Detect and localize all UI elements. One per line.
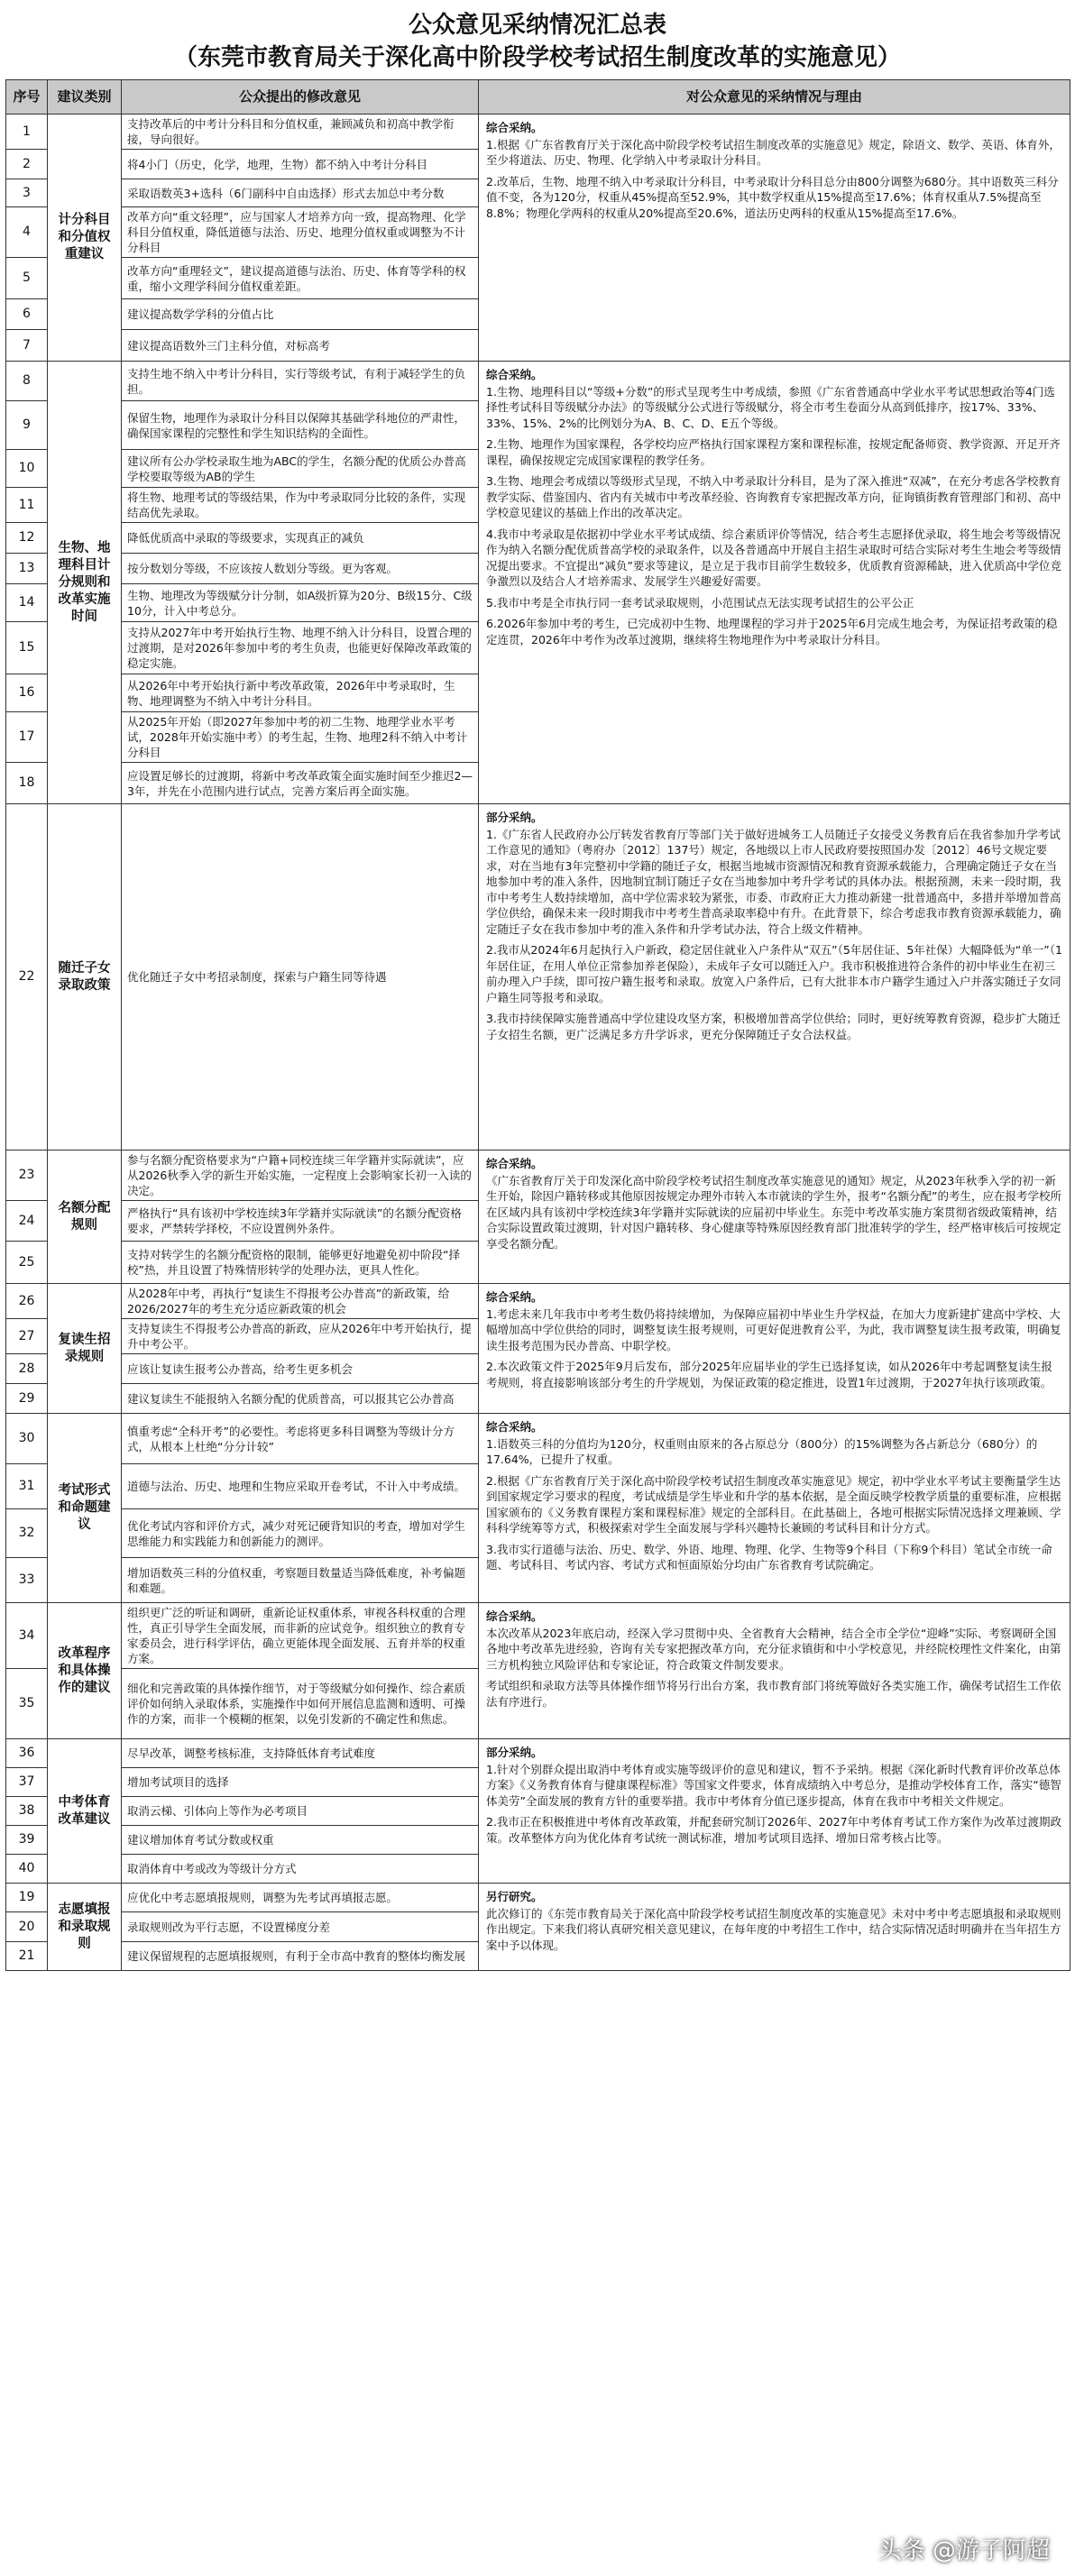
response-verdict: 另行研究。 [486, 1890, 543, 1903]
row-number: 9 [6, 401, 48, 450]
opinion-cell: 优化随迁子女中考招录制度，探索与户籍生同等待遇 [122, 804, 479, 1150]
row-number: 27 [6, 1319, 48, 1354]
response-paragraph: 2.我市正在积极推进中考体育改革政策，并配套研究制订2026年、2027年中考体育考试工作方案作为改革过渡期政策。改革整体方向为优化体育考试统一测试标准，增加考试项目选择、增加日常考核占比等。 [486, 1815, 1062, 1845]
table-row [6, 362, 1070, 401]
row-number: 13 [6, 554, 48, 584]
row-number: 21 [6, 1942, 48, 1971]
response-verdict: 综合采纳。 [486, 1420, 543, 1434]
opinion-cell: 增加考试项目的选择 [122, 1768, 479, 1797]
category-cell: 改革程序和具体操作的建议 [48, 1603, 122, 1739]
response-verdict: 综合采纳。 [486, 1157, 543, 1170]
opinion-cell: 建议增加体育考试分数或权重 [122, 1826, 479, 1855]
header-no: 序号 [6, 80, 48, 115]
row-number: 19 [6, 1884, 48, 1912]
title-block [5, 5, 1070, 79]
opinion-cell: 建议复读生不能报纳入名额分配的优质普高，可以报其它公办普高 [122, 1384, 479, 1414]
response-paragraph: 1.《广东省人民政府办公厅转发省教育厅等部门关于做好进城务工人员随迁子女接受义务教育后在我省参加升学考试工作意见的通知》（粤府办〔2012〕137号）规定，各地级以上市人民政府要按照国办发〔2012〕46号文规定要求，对在当地有3年完整初中学籍的随迁子女，根据当地城市资源情况和教育资源承载能力，合理确定随迁子女在当地参加中考的准入条件，因地制宜制订随迁子女在当地参加中考升学考试的具体办法。根据预测，未来一段时期，我市中考考生人数持续增加，高中学位需求较为紧张，市委、市政府正大力推动新建一批普通高中，多措并举增加普高学位供给，确保未来一段时期我市中考考生普高录取率稳中有升。在此背景下，综合考虑我市教育资源承载能力，确定随迁子女在我市参加中考的准入条件和升学考试办法，符合上级文件精神。 [486, 827, 1061, 936]
row-number: 25 [6, 1242, 48, 1284]
category-cell: 复读生招录规则 [48, 1284, 122, 1414]
row-number: 28 [6, 1354, 48, 1384]
opinion-cell: 取消云梯、引体向上等作为必考项目 [122, 1797, 479, 1826]
table-row [6, 1739, 1070, 1768]
opinion-cell: 建议提高数学学科的分值占比 [122, 299, 479, 330]
opinion-cell: 支持生地不纳入中考计分科目，实行等级考试，有利于减轻学生的负担。 [122, 362, 479, 401]
response-paragraph: 5.我市中考是全市执行同一套考试录取规则，小范围试点无法实现考试招生的公平公正 [486, 595, 914, 610]
opinion-cell: 慎重考虑“全科开考”的必要性。考虑将更多科目调整为等级计分方式，从根本上杜绝“分分计较” [122, 1414, 479, 1464]
category-cell: 志愿填报和录取规则 [48, 1884, 122, 1971]
opinion-cell: 生物、地理改为等级赋分计分制，如A级折算为20分、B级15分、C级10分，计入中考总分。 [122, 584, 479, 622]
row-number: 30 [6, 1414, 48, 1464]
row-number: 26 [6, 1284, 48, 1319]
opinion-cell: 增加语数英三科的分值权重，考察题目数量适当降低难度，补考偏题和难题。 [122, 1558, 479, 1603]
row-number: 31 [6, 1464, 48, 1509]
response-paragraph: 2.根据《广东省教育厅关于深化高中阶段学校考试招生制度改革实施意见》规定，初中学业水平考试主要衡量学生达到国家规定学习要求的程度，考试成绩是学生毕业和升学的基本依据，是全面反映学校教学质量的重要标准，应根据国家颁布的《义务教育课程方案和课程标准》规定的全部科目。在此基础上，各地可根据实际情况选择文理兼顾、学科科学统筹等方式，积极探索对学生全面发展与学科兴趣特长兼顾的考试科目和计分方式。 [486, 1473, 1061, 1535]
table-body [6, 115, 1070, 1971]
row-number: 3 [6, 179, 48, 207]
row-number: 4 [6, 207, 48, 258]
response-paragraph: 2.改革后，生物、地理不纳入中考录取计分科目，中考录取计分科目总分由800分调整为680分。其中语数英三科分值不变，各为120分，权重从45%提高至52.9%，其中数学权重从15%提高至17.6%；体育权重从7.5%提高至8.8%；物理化学两科的权重从20%提高至20.6%，道法历史两科的权重从15%提高至17.6%。 [486, 174, 1059, 220]
response-paragraph: 2.生物、地理作为国家课程，各学校均应严格执行国家课程方案和课程标准，按规定配备师资、教学资源、开足开齐课程，确保按规定完成国家课程的教学任务。 [486, 437, 1061, 467]
response-cell [479, 115, 1070, 362]
row-number: 38 [6, 1797, 48, 1826]
row-number: 2 [6, 150, 48, 179]
row-number: 37 [6, 1768, 48, 1797]
response-verdict: 综合采纳。 [486, 121, 543, 134]
response-cell [479, 804, 1070, 1150]
response-cell [479, 1884, 1070, 1971]
response-paragraph: 考试组织和录取方法等具体操作细节将另行出台方案，我市教育部门将统筹做好各类实施工作，确保考试招生工作依法有序进行。 [486, 1679, 1061, 1709]
document-title: 公众意见采纳情况汇总表 [408, 12, 666, 39]
category-cell: 名额分配规则 [48, 1150, 122, 1284]
opinion-cell: 采取语数英3+选科（6门副科中自由选择）形式去加总中考分数 [122, 179, 479, 207]
header-opinion: 公众提出的修改意见 [122, 80, 479, 115]
row-number: 23 [6, 1150, 48, 1201]
response-paragraph: 1.考虑未来几年我市中考考生数仍将持续增加，为保障应届初中毕业生升学权益，在加大力度新建扩建高中学校、大幅增加高中学位供给的同时，调整复读生报考规则，可更好促进教育公平，为此，我市调整复读生报考政策，明确复读生报考范围为民办普高、中职学校。 [486, 1306, 1061, 1352]
table-row [6, 1603, 1070, 1669]
row-number: 7 [6, 330, 48, 362]
opinion-cell: 严格执行“具有该初中学校连续3年学籍并实际就读”的名额分配资格要求，严禁转学择校，不应设置例外条件。 [122, 1201, 479, 1242]
header-category: 建议类别 [48, 80, 122, 115]
opinion-cell: 录取规则改为平行志愿，不设置梯度分差 [122, 1912, 479, 1942]
opinion-cell: 细化和完善政策的具体操作细节，对于等级赋分如何操作、综合素质评价如何纳入录取体系，实施操作中如何开展信息监测和透明、可操作的方案，而非一个模糊的框架，以免引发新的不确定性和焦虑。 [122, 1669, 479, 1739]
row-number: 15 [6, 622, 48, 674]
table-row [6, 1150, 1070, 1201]
table-row [6, 804, 1070, 1150]
response-cell [479, 1284, 1070, 1414]
response-cell [479, 1414, 1070, 1603]
opinion-cell: 建议提高语数外三门主科分值，对标高考 [122, 330, 479, 362]
table-row [6, 1884, 1070, 1912]
opinion-cell: 将生物、地理考试的等级结果，作为中考录取同分比较的条件，实现结高优先录取。 [122, 488, 479, 523]
row-number: 36 [6, 1739, 48, 1768]
opinion-cell: 建议保留规程的志愿填报规则，有利于全市高中教育的整体均衡发展 [122, 1942, 479, 1971]
table-row [6, 115, 1070, 150]
response-paragraph: 此次修订的《东莞市教育局关于深化高中阶段学校考试招生制度改革的实施意见》未对中考中考志愿填报和录取规则作出规定。下来我们将认真研究相关意见建议，在每年度的中考招生工作中，结合实际情况适时明确并在当年招生方案中予以体现。 [486, 1906, 1061, 1952]
opinion-table [5, 79, 1070, 1971]
watermark: 头条 @游子阿超 [877, 2537, 1050, 2564]
opinion-cell: 从2025年开始（即2027年参加中考的初二生物、地理学业水平考试，2028年开始实施中考）的考生起，生物、地理2科不纳入中考计分科目 [122, 712, 479, 763]
row-number: 6 [6, 299, 48, 330]
row-number: 35 [6, 1669, 48, 1739]
response-paragraph: 3.我市持续保障实施普通高中学位建设攻坚方案，积极增加普高学位供给；同时，更好统筹教育资源，稳步扩大随迁子女招生名额，更广泛满足多方升学诉求，更充分保障随迁子女合法权益。 [486, 1012, 1061, 1041]
opinion-cell: 将4小门（历史，化学，地理，生物）都不纳入中考计分科目 [122, 150, 479, 179]
category-cell: 随迁子女录取政策 [48, 804, 122, 1150]
opinion-cell: 应优化中考志愿填报规则，调整为先考试再填报志愿。 [122, 1884, 479, 1912]
row-number: 34 [6, 1603, 48, 1669]
opinion-cell: 应设置足够长的过渡期，将新中考改革政策全面实施时间至少推迟2—3年，并先在小范围内进行试点，完善方案后再全面实施。 [122, 763, 479, 804]
table-row [6, 1284, 1070, 1319]
row-number: 12 [6, 523, 48, 554]
response-paragraph: 2.我市从2024年6月起执行入户新政，稳定居住就业入户条件从“双五”（5年居住证、5年社保）大幅降低为“单一”（1年居住证，在用人单位正常参加养老保险），未成年子女可以随迁入户。我市积极推进符合条件的初中毕业生在初三前办理入户手续，即可按户籍生报考和录取。放宽入户条件后，已有大批非本市户籍学生通过入户并落实随迁子女同户籍生同等报考和录取。 [486, 943, 1062, 1004]
row-number: 5 [6, 258, 48, 299]
document-subtitle: （东莞市教育局关于深化高中阶段学校考试招生制度改革的实施意见） [173, 44, 901, 71]
response-paragraph: 6.2026年参加中考的考生，已完成初中生物、地理课程的学习并于2025年6月完成生地会考，为保证招考政策的稳定连贯，2026年中考作为改革过渡期，继续将生物地理作为中考录取计分科目。 [486, 617, 1058, 646]
opinion-cell: 支持从2027年中考开始执行生物、地理不纳入计分科目，设置合理的过渡期，是对2026年参加中考的考生负责，也能更好保障改革政策的稳定实施。 [122, 622, 479, 674]
row-number: 1 [6, 115, 48, 150]
opinion-cell: 支持对转学生的名额分配资格的限制，能够更好地避免初中阶段“择校”热，并且设置了特殊情形转学的处理办法，更具人性化。 [122, 1242, 479, 1284]
response-paragraph: 4.我市中考录取是依据初中学业水平考试成绩、综合素质评价等情况，结合考生志愿择优录取，将生地会考等级情况作为纳入名额分配优质普高学校的录取条件，以及各普通高中开展自主招生录取时可结合实际对考生生地会考等级情况提出要求。不宜提出“减负”要求等建议，是立足于我市目前学生数较多，优质教育资源稀缺，进入优质高中学位竞争激烈以及结合人才培养需求、发展学生兴趣爱好需要。 [486, 527, 1061, 588]
response-verdict: 综合采纳。 [486, 1609, 543, 1623]
category-cell: 生物、地理科目计分规则和改革实施时间 [48, 362, 122, 804]
row-number: 40 [6, 1855, 48, 1884]
response-cell [479, 1150, 1070, 1284]
opinion-cell: 尽早改革，调整考核标准，支持降低体育考试难度 [122, 1739, 479, 1768]
response-cell [479, 362, 1070, 804]
row-number: 17 [6, 712, 48, 763]
opinion-cell: 道德与法治、历史、地理和生物应采取开卷考试，不计入中考成绩。 [122, 1464, 479, 1509]
response-paragraph: 本次改革从2023年底启动，经深入学习贯彻中央、全省教育大会精神，结合全市全学位“迎峰”实际、考察调研全国各地中考改革先进经验，咨询有关专家把握改革方向，充分征求镇街和中小学校意见，并经院校理性文件案化，由第三方机构独立风险评估和专家论证，符合政策文件制发要求。 [486, 1626, 1061, 1672]
opinion-cell: 组织更广泛的听证和调研，重新论证权重体系，审视各科权重的合理性，真正引导学生全面发展，而非新的应试竞争。组织独立的教育专家委员会，进行科学评估，确立更能体现全面发展、五育并举的权重方案。 [122, 1603, 479, 1669]
opinion-cell: 支持复读生不得报考公办普高的新政，应从2026年中考开始执行，提升中考公平。 [122, 1319, 479, 1354]
category-cell: 中考体育改革建议 [48, 1739, 122, 1884]
table-header-row [6, 80, 1070, 115]
response-verdict: 部分采纳。 [486, 811, 543, 824]
opinion-cell: 参与名额分配资格要求为“户籍+同校连续三年学籍并实际就读”，应从2026秋季入学的新生开始实施，一定程度上会影响家长初一入读的决定。 [122, 1150, 479, 1201]
row-number: 18 [6, 763, 48, 804]
response-paragraph: 3.我市实行道德与法治、历史、数学、外语、地理、物理、化学、生物等9个科目（下称9个科目）笔试全市统一命题、考试科目、考试内容、考试方式和恒面原始分均由广东省教育考试院确定。 [486, 1542, 1052, 1572]
opinion-cell: 应该让复读生报考公办普高，给考生更多机会 [122, 1354, 479, 1384]
row-number: 14 [6, 584, 48, 622]
opinion-cell: 优化考试内容和评价方式，减少对死记硬背知识的考查，增加对学生思维能力和实践能力和创新能力的测评。 [122, 1509, 479, 1558]
opinion-cell: 支持改革后的中考计分科目和分值权重，兼顾减负和初高中教学衔接，导向很好。 [122, 115, 479, 150]
response-cell [479, 1739, 1070, 1884]
row-number: 16 [6, 674, 48, 712]
row-number: 29 [6, 1384, 48, 1414]
category-cell: 计分科目和分值权重建议 [48, 115, 122, 362]
opinion-cell: 降低优质高中录取的等级要求，实现真正的减负 [122, 523, 479, 554]
category-cell: 考试形式和命题建议 [48, 1414, 122, 1603]
opinion-cell: 取消体育中考或改为等级计分方式 [122, 1855, 479, 1884]
row-number: 10 [6, 450, 48, 488]
response-paragraph: 2.本次政策文件于2025年9月后发布，部分2025年应届毕业的学生已选择复读，如从2026年中考起调整复读生报考规则，将直接影响该部分考生的升学规划，为保证政策的稳定推进，设置1年过渡期，于2027年执行该项政策。 [486, 1360, 1052, 1389]
response-paragraph: 1.语数英三科的分值均为120分，权重则由原来的各占原总分（800分）的15%调整为各占新总分（680分）的17.64%，已提升了权重。 [486, 1436, 1038, 1466]
opinion-cell: 从2028年中考，再执行“复读生不得报考公办普高”的新政策，给2026/2027年的考生充分适应新政策的机会 [122, 1284, 479, 1319]
opinion-cell: 改革方向“重文轻理”，应与国家人才培养方向一致，提高物理、化学科目分值权重，降低道德与法治、历史、地理分值权重或调整为不计分科目 [122, 207, 479, 258]
opinion-cell: 按分数划分等级，不应该按人数划分等级。更为客观。 [122, 554, 479, 584]
row-number: 33 [6, 1558, 48, 1603]
opinion-cell: 从2026年中考开始执行新中考改革政策，2026年中考录取时，生物、地理调整为不纳入中考计分科目。 [122, 674, 479, 712]
row-number: 8 [6, 362, 48, 401]
row-number: 32 [6, 1509, 48, 1558]
response-paragraph: 1.针对个别群众提出取消中考体育或实施等级评价的意见和建议，暂不予采纳。根据《深化新时代教育评价改革总体方案》《义务教育体育与健康课程标准》等国家文件要求，体育成绩纳入中考总分，是推动学校体育工作，落实“德智体美劳”全面发展的教育方针的重要举措。我市中考体育分值已逐步提高，体育在我市中考相关文件规定。 [486, 1762, 1061, 1808]
response-verdict: 综合采纳。 [486, 1290, 543, 1304]
response-paragraph: 《广东省教育厅关于印发深化高中阶段学校考试招生制度改革实施意见的通知》规定，从2023年秋季入学的初一新生开始，除因户籍转移或其他原因按规定办理外市转入本市就读的学生外，报考“名额分配”的考生，应在报考学校所在区域内具有该初中学校连续3年学籍并实际就读的应届初中毕业生。东莞中考改革实施方案贯彻省级政策精神，结合实际设置政策过渡期，针对因户籍转移、身心健康等特殊原因经教育部门批准转学的学生，经严格审核后可按规定享受名额分配。 [486, 1173, 1061, 1251]
row-number: 24 [6, 1201, 48, 1242]
row-number: 39 [6, 1826, 48, 1855]
response-paragraph: 1.根据《广东省教育厅关于深化高中阶段学校考试招生制度改革的实施意见》规定，除语文、数学、英语、体育外，至少将道法、历史、物理、化学纳入中考录取计分科目。 [486, 137, 1061, 167]
row-number: 22 [6, 804, 48, 1150]
response-verdict: 综合采纳。 [486, 368, 543, 381]
response-verdict: 部分采纳。 [486, 1746, 543, 1759]
table-row [6, 1414, 1070, 1464]
header-response: 对公众意见的采纳情况与理由 [479, 80, 1070, 115]
opinion-cell: 建议所有公办学校录取生地为ABC的学生，名额分配的优质公办普高学校要取等级为AB的学生 [122, 450, 479, 488]
opinion-cell: 改革方向“重理轻文”，建议提高道德与法治、历史、体育等学科的权重，缩小文理学科间分值权重差距。 [122, 258, 479, 299]
response-paragraph: 1.生物、地理科目以“等级+分数”的形式呈现考生中考成绩，参照《广东省普通高中学业水平考试思想政治等4门选择性考试科目等级赋分办法》的等级赋分公式进行等级赋分，将全市考生卷面分从高到低排序，按17%、33%、33%、15%、2%的比例划分为A、B、C、D、E五个等级。 [486, 384, 1055, 430]
response-cell [479, 1603, 1070, 1739]
response-paragraph: 3.生物、地理会考成绩以等级形式呈现，不纳入中考录取计分科目，是为了深入推进“双减”，在充分考虑各学校教育教学实际、借鉴国内、省内有关城市中考改革经验、咨询教育专家把握改革方向，征询镇街教育管理部门和初、高中学校意见建议的基础上作出的改革决定。 [486, 474, 1061, 519]
row-number: 20 [6, 1912, 48, 1942]
row-number: 11 [6, 488, 48, 523]
opinion-cell: 保留生物，地理作为录取计分科目以保障其基础学科地位的严肃性，确保国家课程的完整性和学生知识结构的全面性。 [122, 401, 479, 450]
